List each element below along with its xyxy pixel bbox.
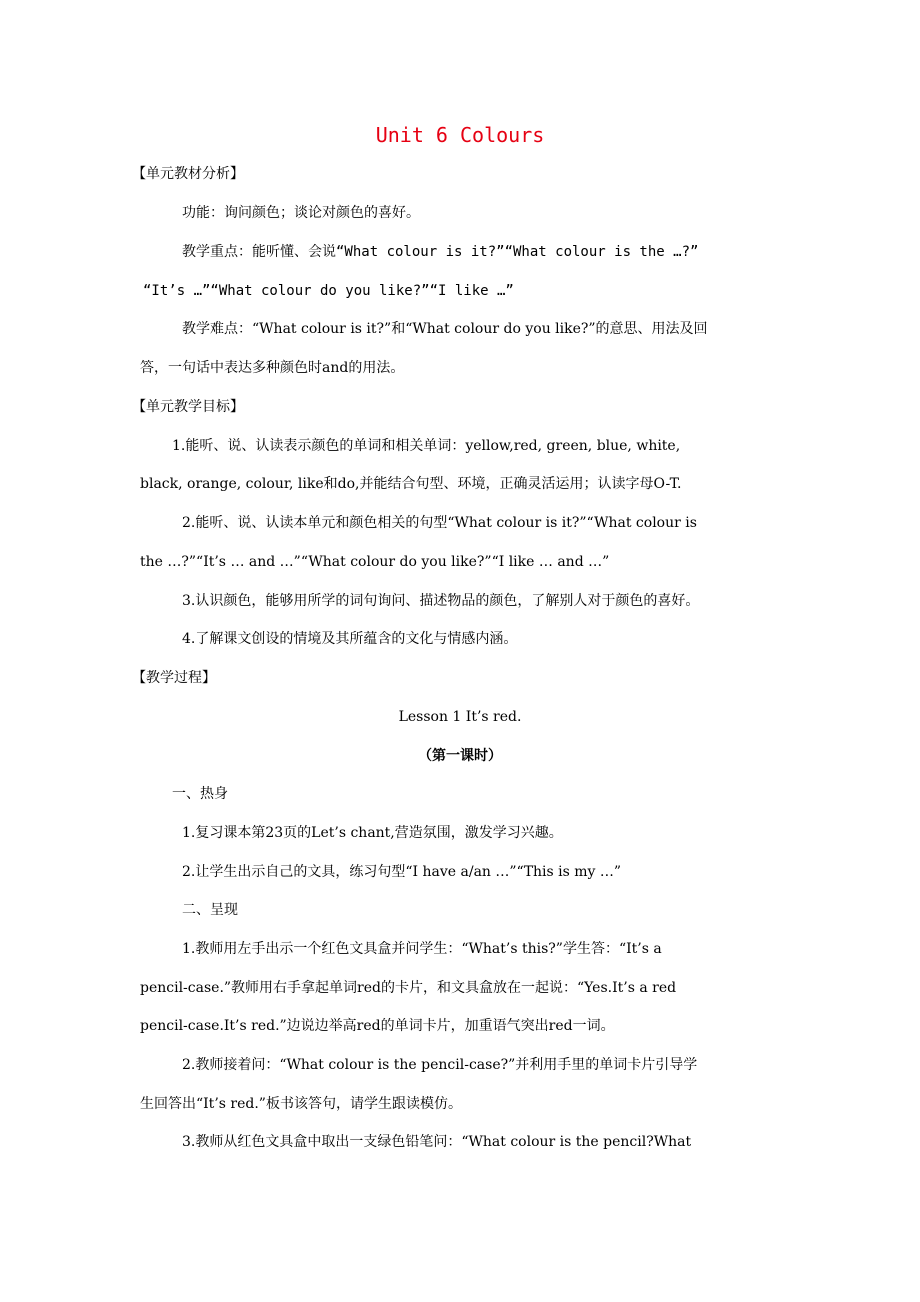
presentation-step-2: 2.教师接着问：“What colour is the pencil-case?”并利用手里的单词卡片引导学 <box>182 1057 698 1073</box>
warmup-step-2: 2.让学生出示自己的文具，练习句型“I have a/an …”“This is my …” <box>182 864 622 880</box>
warmup-heading: 一、热身 <box>172 786 228 802</box>
objective-2-cont: the …?”“It’s … and …”“What colour do you like?”“I like … and …” <box>140 554 610 570</box>
presentation-step-1-cont2: pencil-case.It’s red.”边说边举高red的单词卡片，加重语气突出red一词。 <box>140 1018 615 1034</box>
presentation-step-1: 1.教师用左手出示一个红色文具盒并问学生：“What’s this?”学生答：“It’s a <box>182 941 662 957</box>
presentation-step-1-cont: pencil-case.”教师用右手拿起单词red的卡片，和文具盒放在一起说：“Yes.It’s a red <box>140 980 677 996</box>
analysis-difficult-cont: 答，一句话中表达多种颜色时and的用法。 <box>140 360 405 376</box>
objective-2: 2.能听、说、认读本单元和颜色相关的句型“What colour is it?”“What colour is <box>182 515 697 531</box>
presentation-heading: 二、呈现 <box>182 902 238 918</box>
warmup-step-1: 1.复习课本第23页的Let’s chant,营造氛围，激发学习兴趣。 <box>182 825 563 841</box>
section-heading-objectives: 【单元教学目标】 <box>132 399 244 415</box>
lesson-period: （第一课时） <box>418 748 502 764</box>
document-title: Unit 6 Colours <box>375 123 545 147</box>
analysis-function: 功能：询问颜色；谈论对颜色的喜好。 <box>182 205 420 221</box>
objective-1: 1.能听、说、认读表示颜色的单词和相关单词：yellow,red, green, blue, white, <box>172 438 681 454</box>
analysis-difficult: 教学难点：“What colour is it?”和“What colour do you like?”的意思、用法及回 <box>182 321 708 337</box>
objective-4: 4.了解课文创设的情境及其所蕴含的文化与情感内涵。 <box>182 631 518 647</box>
analysis-key-points: 教学重点：能听懂、会说“What colour is it?”“What colour is the …?” <box>182 244 699 260</box>
section-heading-process: 【教学过程】 <box>132 670 216 686</box>
section-heading-analysis: 【单元教材分析】 <box>132 166 244 182</box>
objective-3: 3.认识颜色，能够用所学的词句询问、描述物品的颜色，了解别人对于颜色的喜好。 <box>182 593 700 609</box>
presentation-step-2-cont: 生回答出“It’s red.”板书该答句，请学生跟读模仿。 <box>140 1096 462 1112</box>
lesson-title: Lesson 1 It’s red. <box>398 709 522 725</box>
analysis-key-points-cont: “It’s …”“What colour do you like?”“I like …” <box>143 283 514 299</box>
objective-1-cont: black, orange, colour, like和do,并能结合句型、环境，正确灵活运用；认读字母O-T. <box>140 476 682 492</box>
presentation-step-3: 3.教师从红色文具盒中取出一支绿色铅笔问：“What colour is the pencil?What <box>182 1134 692 1150</box>
